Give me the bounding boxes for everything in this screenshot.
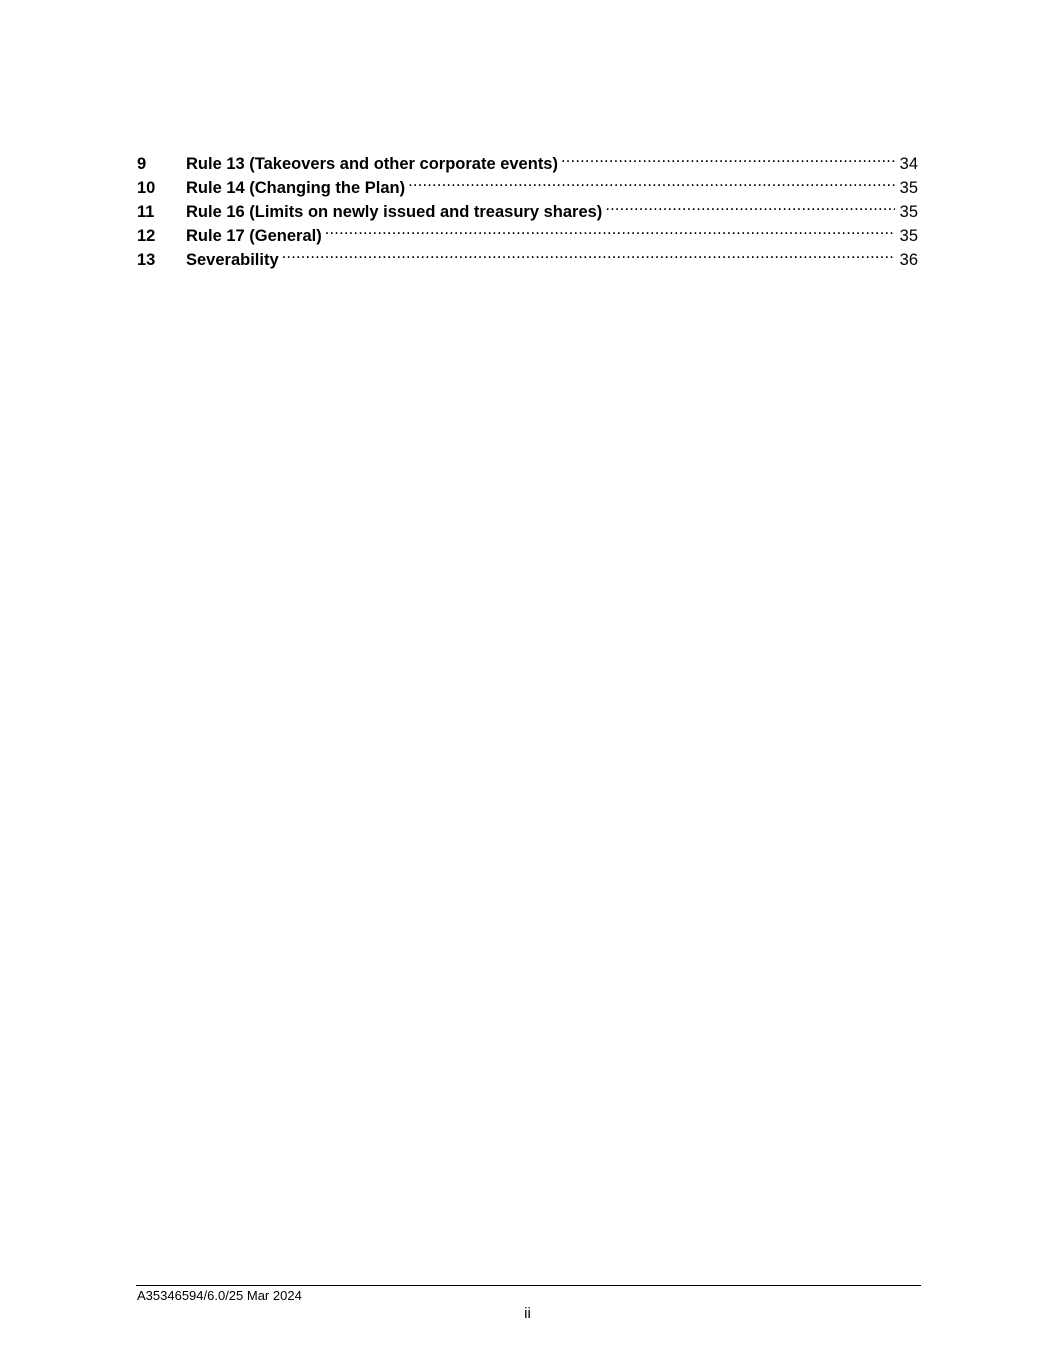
toc-entry-number: 13 [137, 251, 156, 269]
toc-dot-leader [282, 241, 895, 265]
toc-entry-title[interactable]: Rule 14 (Changing the Plan) [186, 179, 406, 197]
toc-entry[interactable] [137, 145, 918, 173]
toc-dot-leader [325, 217, 895, 241]
toc-dot-leader [561, 145, 895, 169]
toc-entry-page[interactable]: 36 [899, 251, 918, 269]
toc-dot-leader [605, 193, 895, 217]
table-of-contents [137, 145, 918, 269]
toc-entry-number: 9 [137, 155, 147, 173]
toc-entry-number: 10 [137, 179, 156, 197]
toc-entry-title[interactable]: Rule 13 (Takeovers and other corporate events) [186, 155, 558, 173]
toc-entry-number: 12 [137, 227, 156, 245]
footer-page-number: ii [524, 1305, 531, 1322]
toc-entry-title[interactable]: Severability [186, 251, 279, 269]
toc-entry-title[interactable]: Rule 17 (General) [186, 227, 322, 245]
toc-entry-page[interactable]: 35 [899, 203, 918, 221]
footer-document-reference: A35346594/6.0/25 Mar 2024 [137, 1288, 302, 1303]
toc-dot-leader [408, 169, 895, 193]
footer-divider [136, 1285, 921, 1286]
toc-entry-title[interactable]: Rule 16 (Limits on newly issued and treasury shares) [186, 203, 603, 221]
toc-entry-page[interactable]: 34 [899, 155, 918, 173]
toc-entry-number: 11 [137, 203, 155, 221]
toc-entry-page[interactable]: 35 [899, 179, 918, 197]
toc-entry-page[interactable]: 35 [899, 227, 918, 245]
